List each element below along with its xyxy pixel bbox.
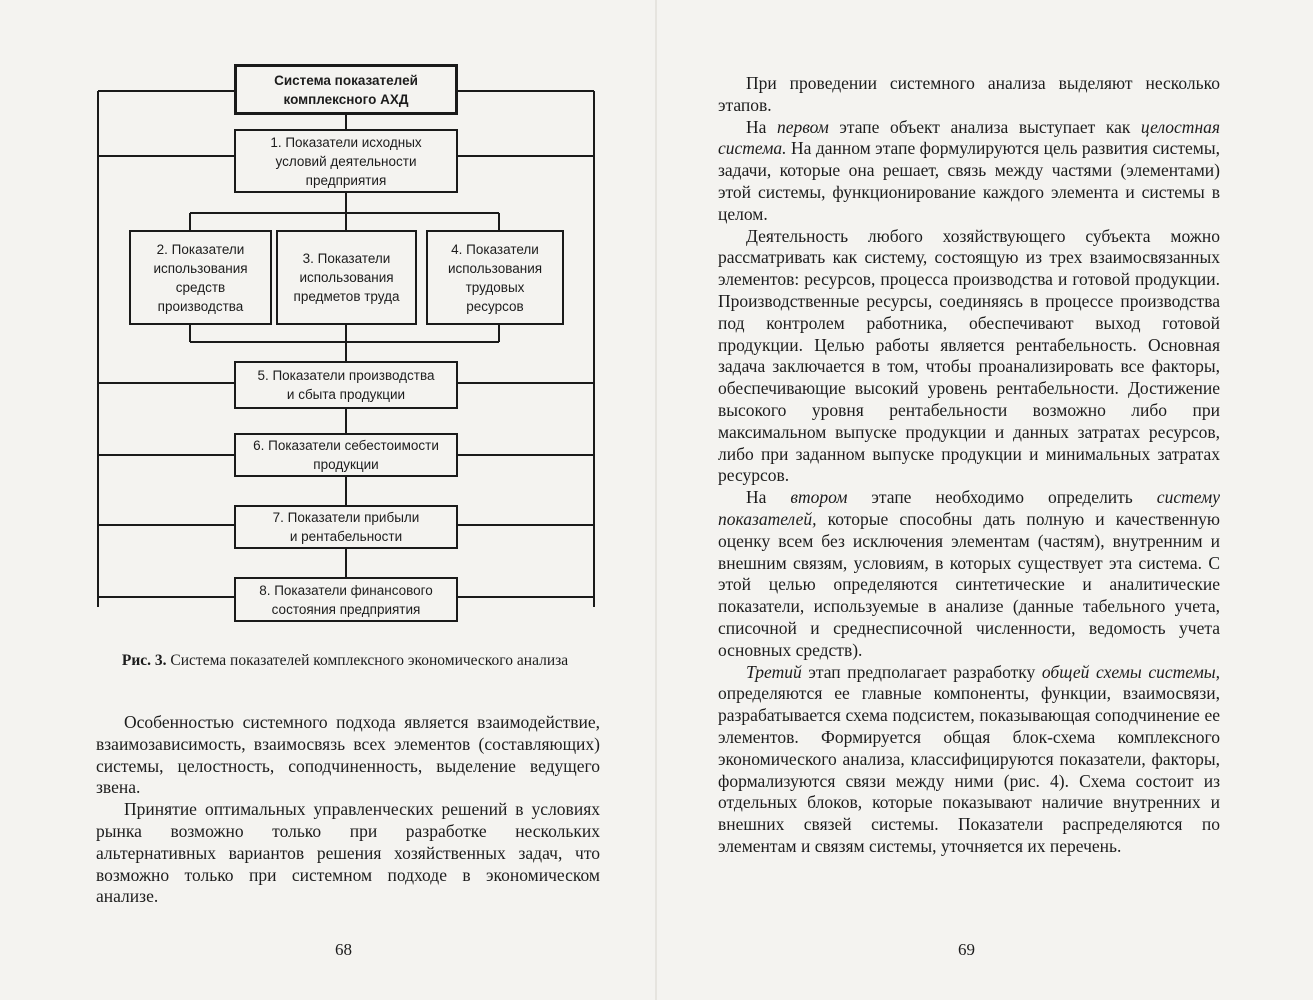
indicator-system-diagram [0, 0, 656, 640]
text-run: этапе объект анализа выступает как [828, 116, 1141, 137]
page-number-right: 69 [958, 940, 975, 959]
paragraph [718, 662, 1220, 858]
emphasis: Третий [746, 661, 802, 682]
emphasis: общей схемы системы, [1041, 661, 1220, 682]
box8-text: 8. Показатели финансового состояния предприятия [259, 582, 433, 617]
emphasis: втором [790, 487, 848, 508]
left-page [0, 0, 656, 1000]
box-financial-state [234, 577, 458, 622]
emphasis: целостная система. [718, 116, 1221, 159]
paragraph [718, 117, 1220, 226]
left-body-text [96, 712, 600, 908]
box3-text: 3. Показатели использования предметов труда [293, 251, 400, 304]
figure-caption [110, 650, 580, 671]
system-title-text: Система показателей комплексного АХД [274, 72, 418, 107]
box-labor-resources [426, 230, 564, 325]
box7-text: 7. Показатели прибыли и рентабельности [272, 510, 420, 544]
text-run: определяются ее главные компоненты, функции, взаимосвязи, разрабатывается схема подсистем, показывающая соподчинение ее элементов. Формируется общая блок-схема комплексного экономического анализа, классифицируются показатели, факторы, формализуются связи между ними (рис. 4). Схема состоит из отдельных блоков, которые показывают наличие внутренних и внешних связей системы. Показатели распределяются по элементам и связям системы, уточняется их перечень. [718, 683, 1220, 856]
paragraph [718, 487, 1220, 661]
right-body-text [718, 73, 1220, 858]
emphasis: систему показателей, [718, 487, 1220, 529]
figure-label: Рис. 3. [121, 652, 167, 669]
paragraph: Деятельность любого хозяйствующего субъекта можно рассматривать как систему, состоящую из трех взаимосвязанных элементов: ресурсов, процесса производства и готовой продукции. Производственные ресурсы, соединяясь в процессе производства под контролем работника, обеспечивают выход готовой продукции. Целью работы является рентабельность. Основная задача заключается в том, чтобы проанализировать все факторы, обеспечивающие высокий уровень рентабельности. Достижение высокого уровня рентабельности возможно либо при максимальном выпуске продукции и данных затратах ресурсов, либо при заданном выпуске продукции и минимальных затратах ресурсов. [718, 225, 1220, 486]
box-cost [234, 433, 458, 477]
figure-caption-text: Система показателей комплексного экономического анализа [166, 652, 569, 669]
box2-text: 2. Показатели использования средств производства [153, 241, 248, 314]
text-run: этапе необходимо определить [847, 487, 1157, 508]
text-run: На данном этапе формулируются цель развития системы, задачи, которые она решает, связь между частями (элементами) этой системы, функционирование каждого элемента и системы в целом. [718, 138, 1220, 224]
text-run: которые способны дать полную и качественную оценку всем без исключения элементам (частям), внутренним и внешним связям, условиям, в которых существует эта система. С этой целью определяются синтетические и аналитические показатели, используемые в анализе (данные табельного учета, списочной и среднесписочной численности, ведомость учета основных средств). [718, 508, 1220, 660]
box-profit [234, 505, 458, 549]
paragraph: Особенностью системного подхода является взаимодействие, взаимозависимость, взаимосвязь всех элементов (составляющих) системы, целостность, соподчиненность, выделение ведущего звена. [96, 712, 600, 798]
text-run: этап предполагает разработку [801, 661, 1042, 682]
text-run: На [746, 487, 791, 508]
box1-text: 1. Показатели исходных условий деятельности предприятия [270, 134, 422, 188]
box-initial-conditions [234, 129, 458, 193]
right-page [656, 0, 1313, 1000]
emphasis: первом [776, 116, 829, 137]
paragraph: Принятие оптимальных управленческих решений в условиях рынка возможно только при разработке нескольких альтернативных вариантов решения хозяйственных задач, что возможно только при системном подходе в экономическом анализе. [96, 799, 600, 907]
box-means-of-production [129, 230, 272, 325]
text-run: На [746, 116, 777, 137]
box-objects-of-labor [276, 230, 417, 325]
box6-text: 6. Показатели себестоимости продукции [253, 438, 439, 472]
box4-text: 4. Показатели использования трудовых ресурсов [447, 241, 543, 314]
system-title-box [234, 64, 458, 115]
box-production-sales [234, 361, 458, 409]
page-number-left: 68 [335, 940, 352, 959]
box5-text: 5. Показатели производства и сбыта продукции [257, 368, 435, 402]
paragraph: При проведении системного анализа выделяют несколько этапов. [718, 73, 1220, 115]
